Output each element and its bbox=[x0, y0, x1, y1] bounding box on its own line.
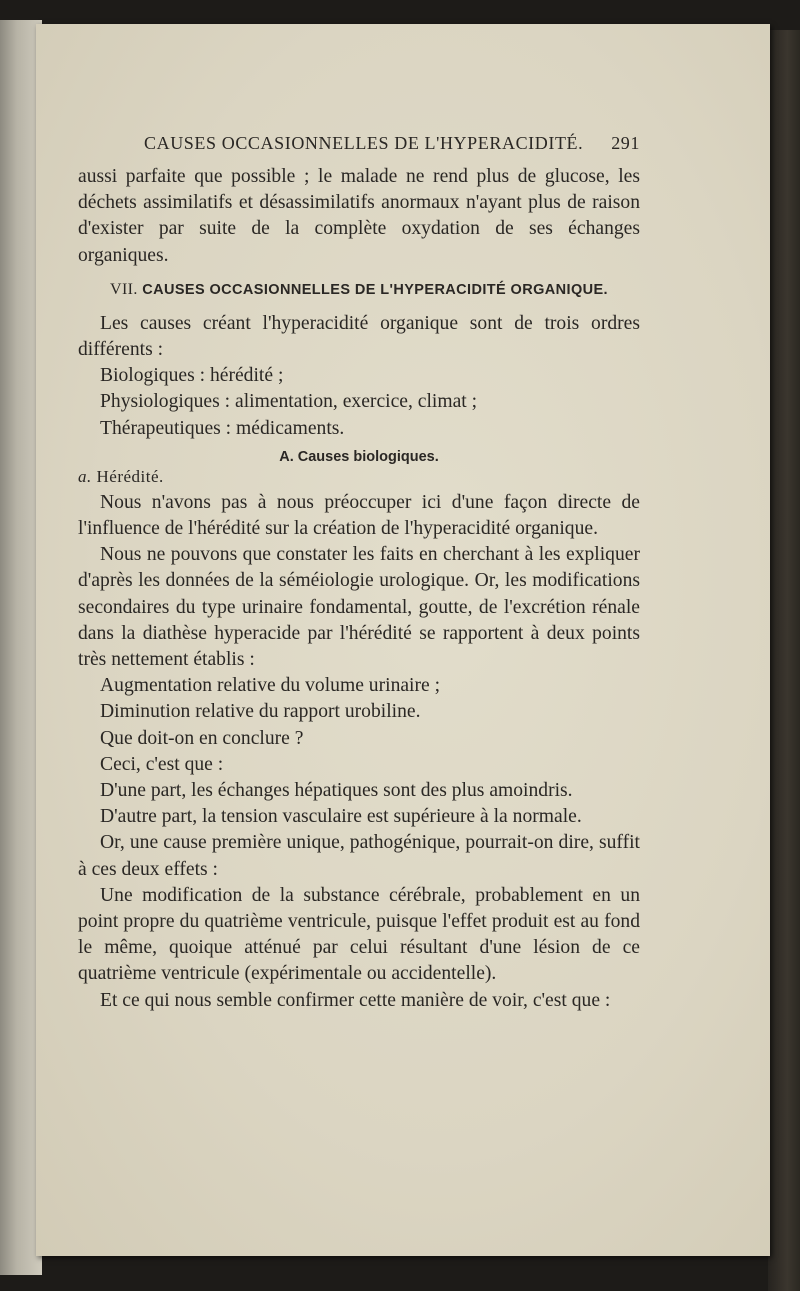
heredity-letter: a. bbox=[78, 466, 92, 486]
body-paragraph: Nous n'avons pas à nous préoccuper ici d'une façon directe de l'influence de l'hérédité sur la création de l'hyperacidité organique. bbox=[78, 491, 640, 540]
cause-order-item: Thérapeutiques : médicaments. bbox=[100, 417, 345, 439]
cause-order-item: Physiologiques : alimentation, exercice, climat ; bbox=[100, 391, 478, 413]
book-edge-right bbox=[768, 30, 800, 1291]
list-item: Ceci, c'est que : bbox=[100, 753, 224, 775]
section-intro: Les causes créant l'hyperacidité organique sont de trois ordres différents : bbox=[78, 312, 640, 361]
intro-paragraph: aussi parfaite que possible ; le malade ne rend plus de glucose, les déchets assimilatifs et désassimilatifs anormaux n'ayant plus de raison d'exister par suite de la complète oxydation de ses échanges organiques. bbox=[78, 166, 640, 266]
running-head bbox=[144, 128, 640, 158]
page-number: 291 bbox=[611, 133, 640, 153]
body-paragraph: Or, une cause première unique, pathogénique, pourrait-on dire, suffit à ces deux effets : bbox=[78, 832, 640, 880]
body-paragraph: Et ce qui nous semble confirmer cette manière de voir, c'est que : bbox=[100, 989, 611, 1011]
section-title: CAUSES OCCASIONNELLES DE L'HYPERACIDITÉ ORGANIQUE. bbox=[142, 281, 608, 298]
body-paragraph: Une modification de la substance cérébrale, probablement en un point propre du quatrième ventricule, puisque l'effet produit est au fond le même, quoique atténué par celui résultant d'une lésion de ce quatrième ventricule (expérimentale ou accidentelle). bbox=[78, 884, 640, 985]
section-heading bbox=[78, 281, 640, 299]
running-head-title: CAUSES OCCASIONNELLES DE L'HYPERACIDITÉ. bbox=[144, 133, 584, 153]
list-item: Diminution relative du rapport urobiline. bbox=[100, 701, 421, 723]
subsection-heading: A. Causes biologiques. bbox=[279, 448, 439, 465]
list-item: D'une part, les échanges hépatiques sont des plus amoindris. bbox=[100, 780, 573, 802]
page-text bbox=[78, 128, 640, 1014]
body-paragraph: D'autre part, la tension vasculaire est supérieure à la normale. bbox=[100, 806, 582, 828]
body-paragraph: Nous ne pouvons que constater les faits en cherchant à les expliquer d'après les données de la séméiologie urologique. Or, les modifications secondaires du type urinaire fondamental, goutte, de l'excrétion rénale dans la diathèse hyperacide par l'hérédité se rapportent à deux points très nettement établis : bbox=[78, 544, 640, 671]
list-item: Augmentation relative du volume urinaire ; bbox=[100, 675, 441, 697]
cause-order-item: Biologiques : hérédité ; bbox=[100, 365, 284, 387]
section-roman-numeral: VII. bbox=[110, 280, 138, 298]
heredity-title: Hérédité. bbox=[96, 466, 164, 486]
heredity-heading bbox=[78, 466, 640, 488]
list-item: Que doit-on en conclure ? bbox=[100, 727, 304, 749]
